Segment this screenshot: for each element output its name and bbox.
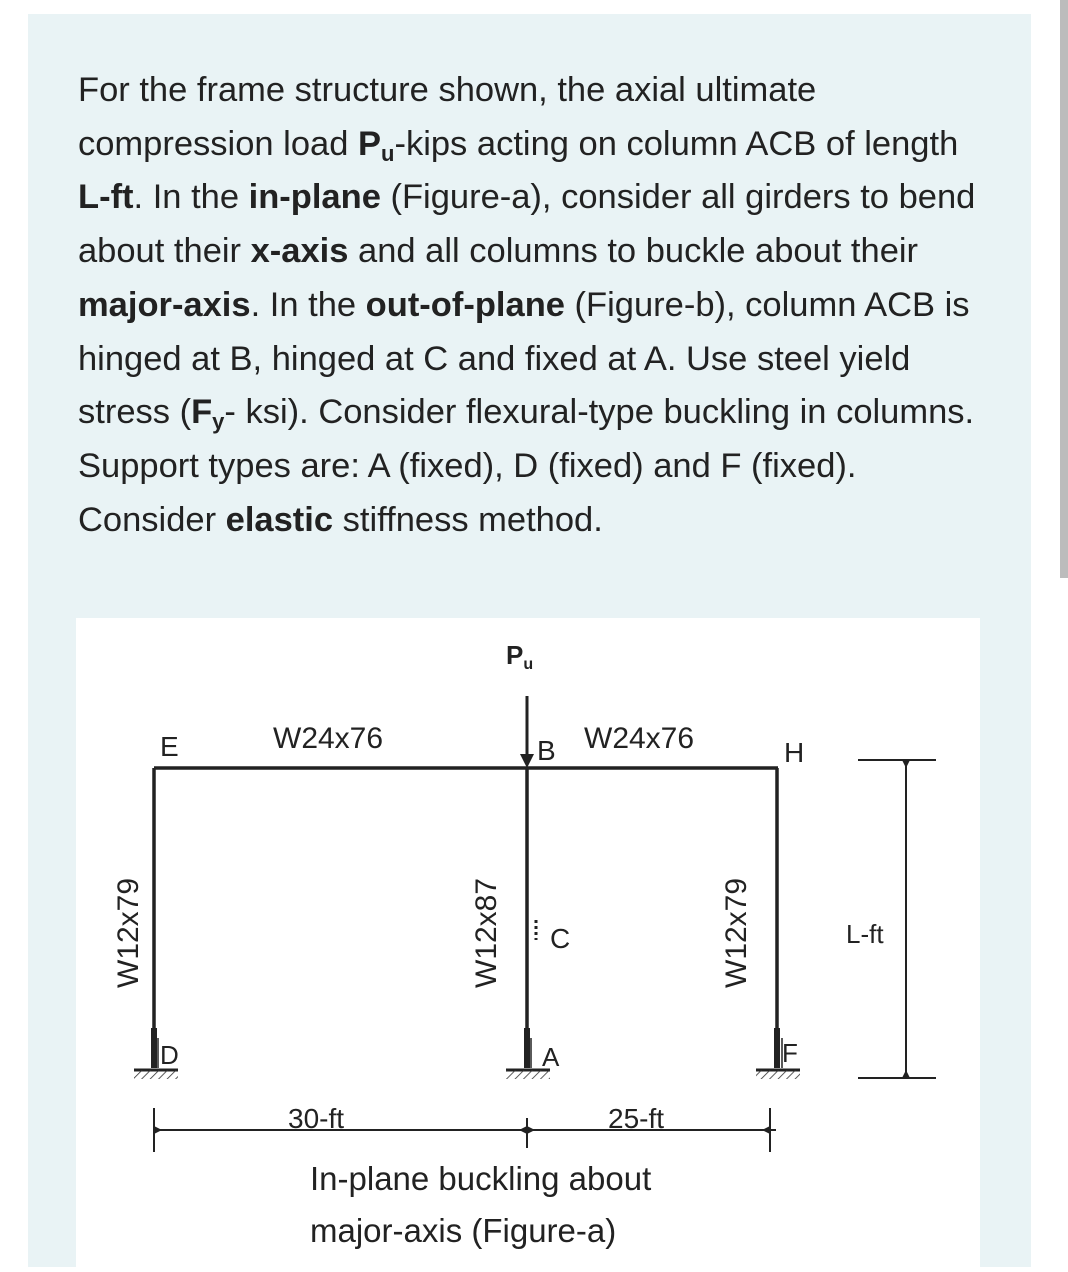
load-subscript: u [381, 140, 395, 166]
in-plane-term: in-plane [248, 178, 381, 217]
node-D-label: D [160, 1040, 179, 1070]
problem-text: . In the [133, 178, 249, 217]
problem-text: (Figure-a), consider all girders to bend about their [78, 178, 976, 271]
problem-text: -kips acting on column ACB of length [394, 124, 959, 163]
length-term: L-ft [78, 178, 134, 217]
problem-text: and all columns to buckle about their [348, 232, 919, 271]
x-axis-term: x-axis [250, 232, 349, 271]
problem-text: (Figure-b), column ACB is hinged at B, hinged at C and fixed at A. Use steel yield stress ( [78, 285, 970, 432]
load-symbol: P [357, 124, 381, 163]
scrollbar[interactable] [1060, 0, 1068, 578]
girder-left-section: W24x76 [273, 722, 384, 755]
node-C-label: C [550, 923, 571, 954]
node-A-label: A [542, 1042, 560, 1072]
dim-right-label: 25-ft [608, 1103, 665, 1134]
yield-symbol: F [191, 393, 213, 432]
dim-left-label: 30-ft [288, 1103, 345, 1134]
problem-text: . In the [250, 285, 366, 324]
caption-line-2: major-axis (Figure-a) [310, 1212, 617, 1249]
girder-right-section: W24x76 [584, 722, 695, 755]
node-B-label: B [537, 735, 556, 766]
yield-subscript: y [212, 409, 225, 435]
node-F-label: F [782, 1038, 798, 1068]
problem-text: For the frame structure shown, the axial ultimate compression load [78, 71, 817, 163]
height-dimension-label: L-ft [846, 919, 884, 949]
width-dimension [154, 1108, 776, 1152]
problem-text: stiffness method. [333, 500, 603, 539]
elastic-term: elastic [225, 500, 334, 539]
load-arrow-head [520, 754, 534, 768]
problem-text: - ksi). Consider flexural-type buckling in columns. Support types are: A (fixed), D (fixed) and F (fixed). Consider [78, 393, 975, 539]
column-right-section: W12x79 [720, 877, 753, 988]
column-middle-section: W12x87 [470, 877, 503, 988]
out-of-plane-term: out-of-plane [365, 285, 565, 324]
load-label: Pu [506, 640, 534, 673]
caption-line-1: In-plane buckling about [310, 1160, 652, 1197]
major-axis-term: major-axis [78, 285, 251, 324]
node-H-label: H [784, 737, 805, 768]
frame-figure [76, 618, 980, 1267]
node-E-label: E [160, 731, 179, 762]
frame-diagram [76, 618, 980, 1267]
column-left-section: W12x79 [112, 877, 145, 988]
problem-statement [78, 64, 998, 547]
